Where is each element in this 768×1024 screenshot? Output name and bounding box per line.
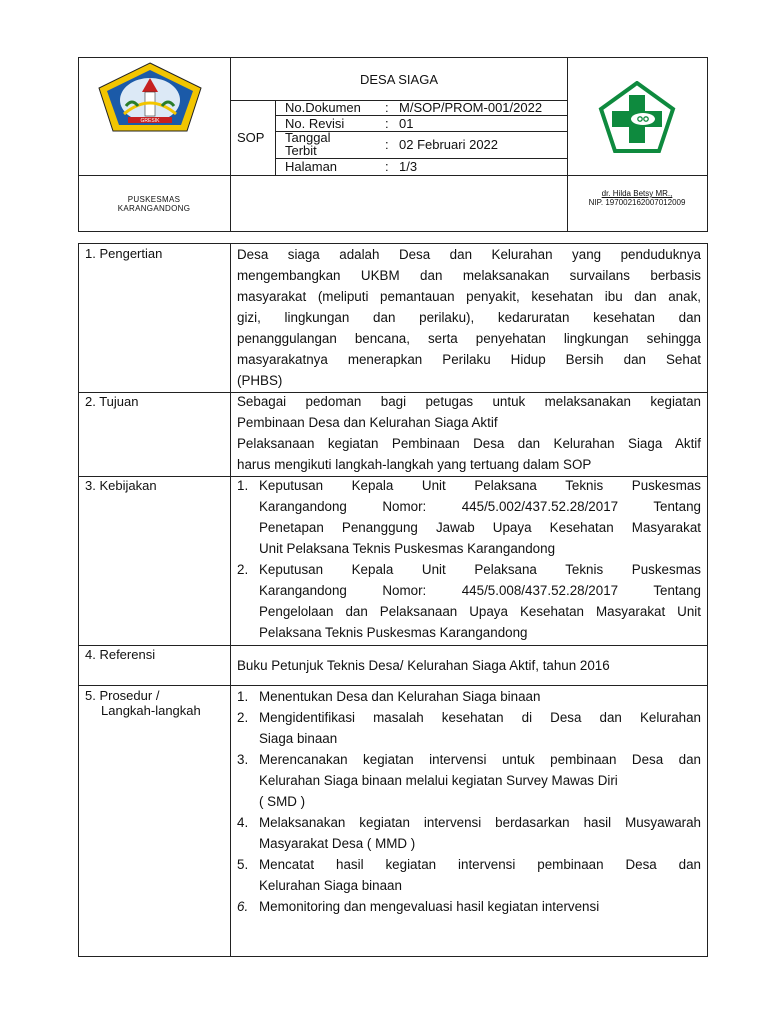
signer-nip: NIP. 197002162007012009: [588, 198, 686, 207]
pengertian-line: masyarakat (meliputi pemantauan penyakit, kesehatan ibu dan anak,: [237, 289, 701, 304]
prosedur-line: Masyarakat Desa ( MMD ): [259, 836, 416, 851]
prosedur-line: Kelurahan Siaga binaan: [259, 878, 402, 893]
list-number: 3.: [237, 752, 249, 767]
page-value: 1/3: [399, 159, 418, 174]
prosedur-step: [237, 749, 701, 812]
prosedur-step: [237, 686, 701, 707]
tujuan-line: Pelaksanaan kegiatan Pembinaan Desa dan Kelurahan Siaga Aktif: [237, 436, 701, 451]
revision-value: 01: [399, 116, 414, 131]
kebijakan-item: [237, 475, 701, 559]
tujuan-text: [237, 391, 701, 475]
kebijakan-line: Penetapan Penanggung Jawab Upaya Kesehatan Masyarakat: [259, 520, 701, 535]
prosedur-line: Merencanakan kegiatan intervensi untuk pembinaan Desa dan: [259, 752, 701, 767]
signer-name: dr. Hilda Betsy MR.,: [601, 189, 673, 198]
tujuan-line: Pembinaan Desa dan Kelurahan Siaga Aktif: [237, 415, 498, 430]
puskesmas-logo: [597, 81, 677, 153]
pengertian-line: mengembangkan UKBM dan melaksanakan survailans berbasis: [237, 268, 701, 283]
prosedur-line: Melaksanakan kegiatan intervensi berdasarkan hasil Musyawarah: [259, 815, 701, 830]
prosedur-line: Memonitoring dan mengevaluasi hasil kegiatan intervensi: [259, 899, 600, 914]
kebijakan-line: Keputusan Kepala Unit Pelaksana Teknis Puskesmas: [259, 562, 701, 577]
list-number: 1.: [237, 478, 249, 493]
document-title: DESA SIAGA: [359, 72, 439, 87]
prosedur-step: [237, 896, 701, 917]
prosedur-step: [237, 854, 701, 896]
prosedur-list: [237, 686, 701, 917]
kebijakan-line: Pengelolaan dan Pelaksanaan Upaya Kesehatan Masyarakat Unit: [259, 604, 701, 619]
page-colon: :: [385, 159, 389, 174]
issue-date-colon: :: [385, 137, 389, 152]
referensi-label: 4. Referensi: [85, 647, 156, 662]
issue-date-label-line2: Terbit: [285, 143, 317, 158]
pengertian-line: gizi, lingkungan dan perilaku), kedaruratan kesehatan dan: [237, 310, 701, 325]
org-name-line2: KARANGANDONG: [117, 204, 191, 213]
kebijakan-item: [237, 559, 701, 643]
prosedur-line: Mengidentifikasi masalah kesehatan di Desa dan Kelurahan: [259, 710, 701, 725]
prosedur-label-line1: 5. Prosedur /: [85, 688, 160, 703]
kebijakan-line: Karangandong Nomor: 445/5.002/437.52.28/2017 Tentang: [259, 499, 701, 514]
org-name-line1: PUSKESMAS: [127, 195, 181, 204]
referensi-text: Buku Petunjuk Teknis Desa/ Kelurahan Siaga Aktif, tahun 2016: [237, 658, 610, 673]
kebijakan-label: 3. Kebijakan: [85, 478, 157, 493]
prosedur-line: Kelurahan Siaga binaan melalui kegiatan Survey Mawas Diri: [259, 773, 618, 788]
tujuan-line: Sebagai pedoman bagi petugas untuk melaksanakan kegiatan: [237, 394, 701, 409]
tujuan-line: harus mengikuti langkah-langkah yang tertuang dalam SOP: [237, 457, 592, 472]
sop-label: SOP: [237, 130, 265, 145]
list-number: 2.: [237, 710, 249, 725]
regency-logo: [98, 62, 202, 132]
prosedur-step: [237, 812, 701, 854]
issue-date-value: 02 Februari 2022: [399, 137, 499, 152]
list-number: 4.: [237, 815, 249, 830]
prosedur-line: Siaga binaan: [259, 731, 338, 746]
kebijakan-line: Keputusan Kepala Unit Pelaksana Teknis Puskesmas: [259, 478, 701, 493]
logo-caption: GRESIK: [140, 118, 160, 124]
revision-colon: :: [385, 116, 389, 131]
prosedur-label-line2: Langkah-langkah: [101, 703, 201, 718]
prosedur-step: [237, 707, 701, 749]
revision-label: No. Revisi: [285, 116, 345, 131]
kebijakan-list: [237, 475, 701, 643]
prosedur-line: Menentukan Desa dan Kelurahan Siaga binaan: [259, 689, 541, 704]
pengertian-label: 1. Pengertian: [85, 246, 163, 261]
kebijakan-line: Pelaksana Teknis Puskesmas Karangandong: [259, 625, 528, 640]
kebijakan-line: Karangandong Nomor: 445/5.008/437.52.28/2017 Tentang: [259, 583, 701, 598]
kebijakan-line: Unit Pelaksana Teknis Puskesmas Karangandong: [259, 541, 556, 556]
list-number: 1.: [237, 689, 249, 704]
doc-number-label: No.Dokumen: [285, 100, 361, 115]
page-label: Halaman: [285, 159, 338, 174]
pengertian-line: (PHBS): [237, 373, 283, 388]
doc-number-colon: :: [385, 100, 389, 115]
pengertian-text: [237, 244, 701, 391]
list-number: 2.: [237, 562, 249, 577]
prosedur-line: Mencatat hasil kegiatan intervensi pembinaan Desa dan: [259, 857, 701, 872]
doc-number-value: M/SOP/PROM-001/2022: [399, 100, 543, 115]
list-number: 5.: [237, 857, 249, 872]
list-number: 6.: [237, 899, 249, 914]
issue-date-label-line1: Tanggal: [285, 130, 331, 145]
tujuan-label: 2. Tujuan: [85, 394, 139, 409]
pengertian-line: penanggulangan bencana, serta penyehatan lingkungan sehingga: [237, 331, 701, 346]
pengertian-line: masyarakatnya menerapkan Perilaku Hidup Bersih dan Sehat: [237, 352, 701, 367]
pengertian-line: Desa siaga adalah Desa dan Kelurahan yang penduduknya: [237, 247, 701, 262]
prosedur-line: ( SMD ): [259, 794, 306, 809]
